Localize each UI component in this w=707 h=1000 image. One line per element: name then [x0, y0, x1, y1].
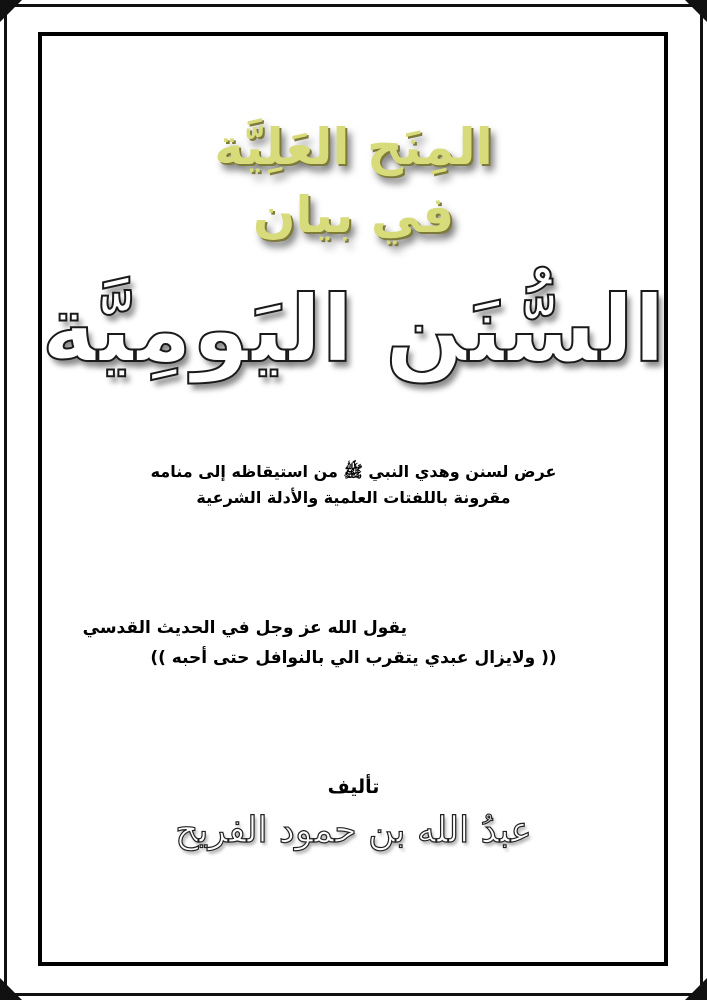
corner-ornament-bottom-right-icon [683, 976, 707, 1000]
book-title-line-1: المِنَح العَلِيَّة [214, 118, 493, 176]
subtitle-line-1: عرض لسنن وهدي النبي ﷺ من استيقاظه إلى منامه [150, 462, 557, 481]
book-title-line-3: السُّنَن اليَومِيَّة [41, 276, 666, 383]
hadith-intro: يقول الله عز وجل في الحديث القدسي [82, 618, 407, 638]
corner-ornament-top-left-icon [0, 0, 24, 24]
author-name-calligraphy: عبدُ الله بن حمود الفريح [175, 810, 532, 851]
book-title-line-2: في بيان [252, 186, 455, 244]
hadith-quote: (( ولايزال عبدي يتقرب الي بالنوافل حتى أحبه )) [150, 648, 557, 668]
author-label: تأليف [327, 776, 380, 798]
corner-ornament-bottom-left-icon [0, 976, 24, 1000]
corner-ornament-top-right-icon [683, 0, 707, 24]
subtitle-line-2: مقرونة باللفتات العلمية والأدلة الشرعية [196, 488, 511, 507]
